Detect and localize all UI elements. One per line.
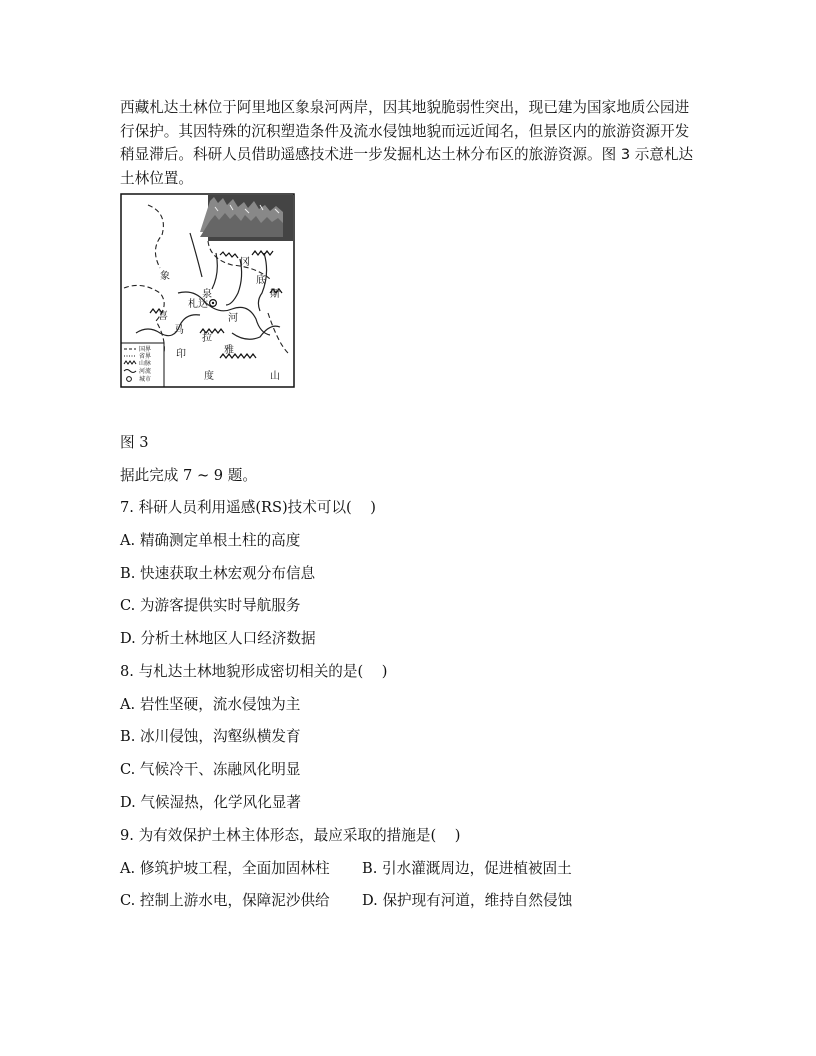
legend-label-shanmai: 山脉 — [139, 360, 152, 367]
question-9-option-d: D. 保护现有河道，维持自然侵蚀 — [362, 892, 573, 909]
question-8-option-b: B. 冰川侵蚀，沟壑纵横发育 — [120, 728, 301, 745]
map-label-zhada: 札达 — [188, 299, 208, 310]
map-label-du: 度 — [204, 371, 214, 382]
question-8-option-a: A. 岩性坚硬，流水侵蚀为主 — [120, 696, 301, 713]
map-label-ma: 马 — [174, 325, 184, 336]
map-label-la: 拉 — [202, 333, 212, 344]
question-8-stem: 8. 与札达土林地貌形成密切相关的是( ) — [120, 663, 388, 680]
map-label-si: 斯 — [270, 289, 280, 300]
map-label-gang: 冈 — [240, 257, 250, 268]
map-label-shan: 山 — [270, 371, 280, 382]
question-7-option-d: D. 分析土林地区人口经济数据 — [120, 630, 316, 647]
map-label-quan: 泉 — [202, 289, 212, 300]
map-label-ya: 雅 — [224, 345, 234, 356]
map-label-xi: 喜 — [158, 311, 168, 322]
relief-inset — [200, 195, 293, 241]
legend-label-chengshi: 城市 — [139, 376, 152, 383]
map-label-he: 河 — [228, 313, 238, 324]
question-7-option-c: C. 为游客提供实时导航服务 — [120, 597, 301, 614]
location-map — [120, 193, 295, 388]
legend-label-shengjie: 省界 — [139, 353, 152, 360]
question-7-stem: 7. 科研人员利用遥感(RS)技术可以( ) — [120, 499, 377, 516]
zhada-city-marker — [210, 300, 217, 307]
question-7-option-a: A. 精确测定单根土柱的高度 — [120, 532, 301, 549]
figure-caption: 图 3 — [120, 434, 149, 451]
legend-label-heliu: 河流 — [139, 368, 152, 375]
question-7-option-b: B. 快速获取土林宏观分布信息 — [120, 565, 316, 582]
question-9-option-c: C. 控制上游水电，保障泥沙供给 — [120, 892, 330, 909]
question-9-option-a: A. 修筑护坡工程，全面加固林柱 — [120, 860, 330, 877]
legend-label-guojie: 国界 — [139, 346, 152, 353]
map-label-yin: 印 — [176, 349, 186, 360]
instruction: 据此完成 7 ~ 9 题。 — [120, 467, 257, 484]
map-label-di: 底 — [256, 275, 266, 286]
question-9-option-b: B. 引水灌溉周边，促进植被固土 — [362, 860, 572, 877]
question-8-option-c: C. 气候冷干、冻融风化明显 — [120, 761, 301, 778]
question-8-option-d: D. 气候湿热，化学风化显著 — [120, 794, 301, 811]
map-label-xiang: 象 — [160, 271, 170, 282]
question-9-stem: 9. 为有效保护土林主体形态，最应采取的措施是( ) — [120, 827, 461, 844]
intro-paragraph: 西藏札达土林位于阿里地区象泉河两岸，因其地貌脆弱性突出，现已建为国家地质公园进行保护。其因特殊的沉积塑造条件及流水侵蚀地貌而远近闻名，但景区内的旅游资源开发稍显滞后。科研人员借助遥感技术进一步发掘札达土林分布区的旅游资源。图 3 示意札达土林位置。 — [120, 99, 694, 187]
